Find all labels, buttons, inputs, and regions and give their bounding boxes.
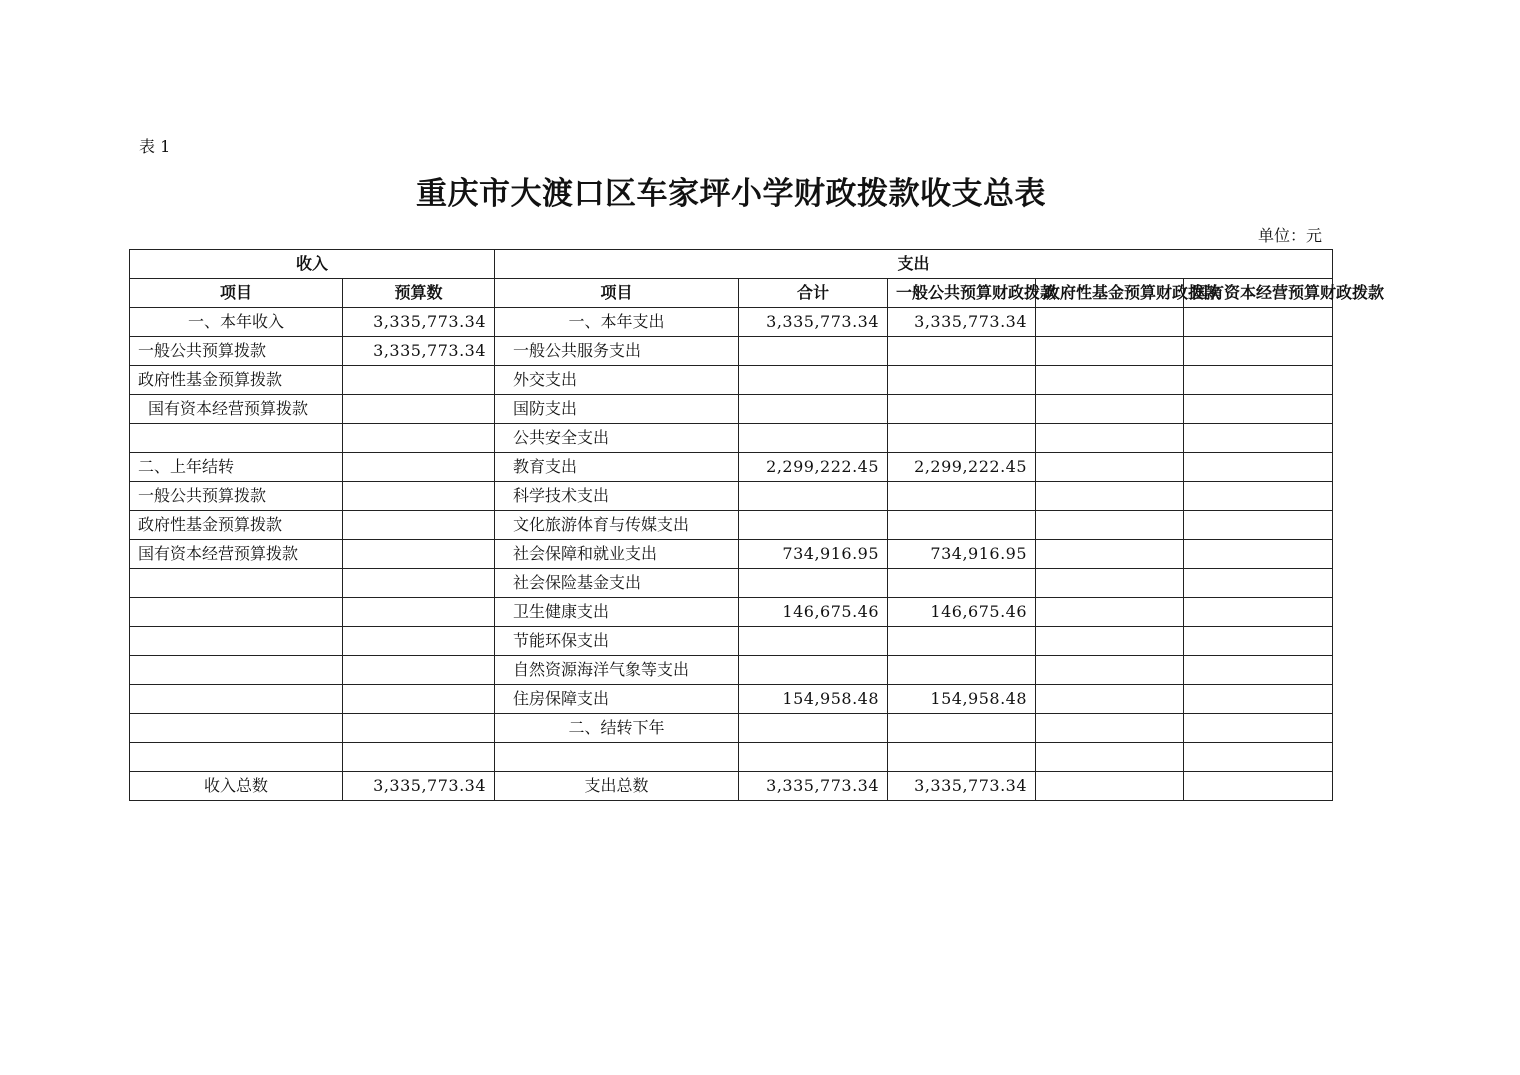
total-cell — [739, 482, 888, 511]
gov-fund-cell — [1036, 772, 1184, 801]
expense-item-cell: 文化旅游体育与传媒支出 — [495, 511, 739, 540]
soe-capital-cell — [1184, 511, 1333, 540]
col-general-budget: 一般公共预算财政拨款 — [888, 279, 1036, 308]
total-cell — [739, 366, 888, 395]
expense-item-cell: 二、结转下年 — [495, 714, 739, 743]
general-budget-cell — [888, 627, 1036, 656]
expense-item-cell: 社会保障和就业支出 — [495, 540, 739, 569]
gov-fund-cell — [1036, 714, 1184, 743]
gov-fund-cell — [1036, 511, 1184, 540]
col-total: 合计 — [739, 279, 888, 308]
gov-fund-cell — [1036, 598, 1184, 627]
total-cell: 734,916.95 — [739, 540, 888, 569]
income-item-cell: 收入总数 — [130, 772, 343, 801]
budget-amount-cell — [343, 656, 495, 685]
budget-amount-cell: 3,335,773.34 — [343, 772, 495, 801]
total-cell: 3,335,773.34 — [739, 772, 888, 801]
table-row — [130, 569, 1333, 598]
general-budget-cell — [888, 424, 1036, 453]
gov-fund-cell — [1036, 337, 1184, 366]
soe-capital-cell — [1184, 337, 1333, 366]
table-row — [130, 656, 1333, 685]
soe-capital-cell — [1184, 569, 1333, 598]
budget-amount-cell: 3,335,773.34 — [343, 337, 495, 366]
budget-amount-cell — [343, 366, 495, 395]
table-row — [130, 714, 1333, 743]
general-budget-cell: 146,675.46 — [888, 598, 1036, 627]
expense-item-cell: 国防支出 — [495, 395, 739, 424]
income-item-cell: 一般公共预算拨款 — [130, 482, 343, 511]
gov-fund-cell — [1036, 395, 1184, 424]
income-item-cell: 国有资本经营预算拨款 — [130, 540, 343, 569]
expense-item-cell: 节能环保支出 — [495, 627, 739, 656]
income-item-cell — [130, 685, 343, 714]
income-item-cell — [130, 743, 343, 772]
soe-capital-cell — [1184, 656, 1333, 685]
income-item-cell — [130, 627, 343, 656]
col-soe-capital: 国有资本经营预算财政拨款 — [1184, 279, 1333, 308]
general-budget-cell — [888, 482, 1036, 511]
total-cell: 2,299,222.45 — [739, 453, 888, 482]
gov-fund-cell — [1036, 424, 1184, 453]
soe-capital-cell — [1184, 453, 1333, 482]
income-item-cell: 一般公共预算拨款 — [130, 337, 343, 366]
budget-amount-cell — [343, 540, 495, 569]
col-gov-fund: 政府性基金预算财政拨款 — [1036, 279, 1184, 308]
table-row — [130, 337, 1333, 366]
col-expense-item: 项目 — [495, 279, 739, 308]
soe-capital-cell — [1184, 685, 1333, 714]
header-row-columns — [130, 279, 1333, 308]
budget-amount-cell — [343, 627, 495, 656]
table-row — [130, 453, 1333, 482]
expense-item-cell: 科学技术支出 — [495, 482, 739, 511]
income-item-cell — [130, 714, 343, 743]
soe-capital-cell — [1184, 743, 1333, 772]
general-budget-cell — [888, 569, 1036, 598]
soe-capital-cell — [1184, 772, 1333, 801]
income-item-cell — [130, 424, 343, 453]
total-cell — [739, 337, 888, 366]
total-cell — [739, 656, 888, 685]
budget-amount-cell — [343, 482, 495, 511]
general-budget-cell — [888, 656, 1036, 685]
total-cell: 3,335,773.34 — [739, 308, 888, 337]
soe-capital-cell — [1184, 540, 1333, 569]
soe-capital-cell — [1184, 714, 1333, 743]
header-row-group — [130, 250, 1333, 279]
soe-capital-cell — [1184, 482, 1333, 511]
budget-amount-cell — [343, 743, 495, 772]
income-item-cell: 二、上年结转 — [130, 453, 343, 482]
expense-item-cell: 社会保险基金支出 — [495, 569, 739, 598]
budget-amount-cell — [343, 569, 495, 598]
gov-fund-cell — [1036, 308, 1184, 337]
income-item-cell: 政府性基金预算拨款 — [130, 511, 343, 540]
table-row — [130, 424, 1333, 453]
expense-item-cell: 卫生健康支出 — [495, 598, 739, 627]
general-budget-cell: 734,916.95 — [888, 540, 1036, 569]
gov-fund-cell — [1036, 627, 1184, 656]
general-budget-cell: 154,958.48 — [888, 685, 1036, 714]
table-row — [130, 395, 1333, 424]
expense-item-cell: 自然资源海洋气象等支出 — [495, 656, 739, 685]
budget-amount-cell — [343, 424, 495, 453]
expense-item-cell: 教育支出 — [495, 453, 739, 482]
soe-capital-cell — [1184, 395, 1333, 424]
income-header: 收入 — [130, 250, 495, 279]
general-budget-cell: 2,299,222.45 — [888, 453, 1036, 482]
table-row — [130, 627, 1333, 656]
table-row — [130, 308, 1333, 337]
budget-amount-cell — [343, 685, 495, 714]
total-cell — [739, 395, 888, 424]
total-cell — [739, 511, 888, 540]
gov-fund-cell — [1036, 482, 1184, 511]
income-item-cell: 政府性基金预算拨款 — [130, 366, 343, 395]
total-cell: 146,675.46 — [739, 598, 888, 627]
general-budget-cell: 3,335,773.34 — [888, 308, 1036, 337]
general-budget-cell — [888, 714, 1036, 743]
gov-fund-cell — [1036, 453, 1184, 482]
income-item-cell: 国有资本经营预算拨款 — [130, 395, 343, 424]
total-cell — [739, 627, 888, 656]
table-row — [130, 772, 1333, 801]
soe-capital-cell — [1184, 598, 1333, 627]
budget-amount-cell — [343, 453, 495, 482]
soe-capital-cell — [1184, 627, 1333, 656]
col-income-item: 项目 — [130, 279, 343, 308]
general-budget-cell: 3,335,773.34 — [888, 772, 1036, 801]
total-cell: 154,958.48 — [739, 685, 888, 714]
expense-item-cell: 支出总数 — [495, 772, 739, 801]
expense-item-cell: 住房保障支出 — [495, 685, 739, 714]
table-row — [130, 540, 1333, 569]
total-cell — [739, 714, 888, 743]
income-item-cell — [130, 656, 343, 685]
budget-amount-cell — [343, 395, 495, 424]
gov-fund-cell — [1036, 656, 1184, 685]
total-cell — [739, 569, 888, 598]
budget-amount-cell — [343, 511, 495, 540]
col-budget-amount: 预算数 — [343, 279, 495, 308]
gov-fund-cell — [1036, 569, 1184, 598]
table-row — [130, 743, 1333, 772]
table-row — [130, 482, 1333, 511]
general-budget-cell — [888, 743, 1036, 772]
gov-fund-cell — [1036, 743, 1184, 772]
table-row — [130, 598, 1333, 627]
general-budget-cell — [888, 395, 1036, 424]
budget-summary-table — [129, 249, 1385, 801]
budget-amount-cell: 3,335,773.34 — [343, 308, 495, 337]
expense-item-cell: 公共安全支出 — [495, 424, 739, 453]
budget-amount-cell — [343, 598, 495, 627]
soe-capital-cell — [1184, 424, 1333, 453]
expense-item-cell — [495, 743, 739, 772]
income-item-cell — [130, 598, 343, 627]
income-item-cell — [130, 569, 343, 598]
gov-fund-cell — [1036, 540, 1184, 569]
total-cell — [739, 743, 888, 772]
income-item-cell: 一、本年收入 — [130, 308, 343, 337]
expense-item-cell: 一般公共服务支出 — [495, 337, 739, 366]
table-row — [130, 685, 1333, 714]
gov-fund-cell — [1036, 366, 1184, 395]
soe-capital-cell — [1184, 366, 1333, 395]
gov-fund-cell — [1036, 685, 1184, 714]
expense-header: 支出 — [495, 250, 1333, 279]
document-title: 重庆市大渡口区车家坪小学财政拨款收支总表 — [416, 176, 1046, 212]
total-cell — [739, 424, 888, 453]
expense-item-cell: 外交支出 — [495, 366, 739, 395]
table-row — [130, 366, 1333, 395]
general-budget-cell — [888, 511, 1036, 540]
unit-label: 单位：元 — [1257, 226, 1322, 245]
expense-item-cell: 一、本年支出 — [495, 308, 739, 337]
budget-amount-cell — [343, 714, 495, 743]
general-budget-cell — [888, 366, 1036, 395]
general-budget-cell — [888, 337, 1036, 366]
soe-capital-cell — [1184, 308, 1333, 337]
table-row — [130, 511, 1333, 540]
table-number-label: 表 1 — [139, 137, 171, 156]
